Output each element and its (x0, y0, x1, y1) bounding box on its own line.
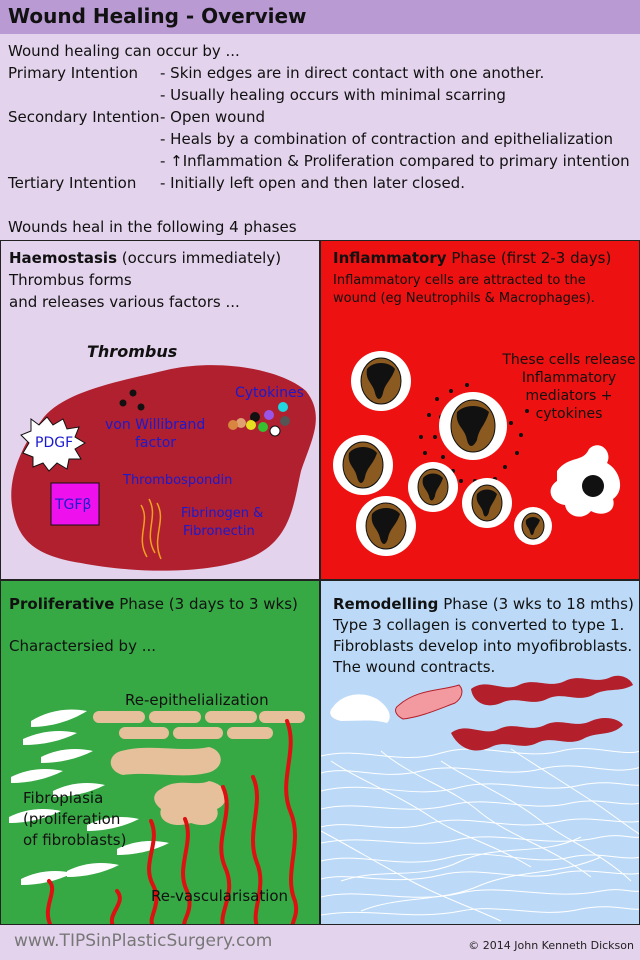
inflammatory-line-2: wound (eg Neutrophils & Macrophages). (333, 291, 595, 306)
mediators-line-1: These cells release (502, 352, 636, 368)
epithelial-cells (93, 711, 305, 825)
remodelling-line-2: Fibroblasts develop into myofibroblasts. (333, 637, 633, 655)
website-link[interactable]: www.TIPSinPlasticSurgery.com (14, 931, 273, 951)
tgf-label: TGFβ (55, 497, 92, 513)
type3-collagen-white (330, 694, 390, 723)
proliferative-panel (0, 580, 320, 925)
inflammatory-name: Inflammatory (333, 249, 447, 267)
fibrinogen-label-2: Fibronectin (183, 524, 255, 539)
thrombus-label: Thrombus (87, 342, 178, 361)
primary-intention-point-2: - Usually healing occurs with minimal scarring (160, 86, 506, 104)
type3-collagen-pink (396, 685, 462, 719)
secondary-intention-point-1: - Open wound (160, 108, 265, 126)
remodelling-line-1: Type 3 collagen is converted to type 1. (333, 616, 625, 634)
haemostasis-line-1: Thrombus forms (9, 271, 132, 289)
mediators-line-2: Inflammatory (521, 370, 617, 386)
mediators-line-3: mediators + (525, 388, 613, 404)
fibroplasia-label-1: Fibroplasia (23, 789, 104, 807)
collagen-fibres (321, 748, 640, 921)
revascularisation-label: Re-vascularisation (151, 887, 289, 905)
header-bar (0, 0, 640, 35)
proliferation-illustration (1, 581, 320, 925)
secondary-intention-point-3: - ↑Inflammation & Proliferation compared to primary intention (160, 152, 630, 170)
vwf-label-2: factor (135, 435, 177, 451)
vwf-label-1: von Willibrand (105, 417, 206, 433)
haemostasis-name: Haemostasis (9, 249, 118, 267)
footer (0, 925, 640, 960)
reepithelialization-label: Re-epithelialization (125, 691, 269, 709)
inflammatory-panel (320, 240, 640, 580)
fibroplasia-label-3: of fibroblasts) (23, 831, 127, 849)
neutrophil-cells (333, 351, 552, 556)
tertiary-intention-label: Tertiary Intention (8, 174, 137, 192)
copyright-notice: © 2014 John Kenneth Dickson (468, 939, 634, 952)
haemostasis-panel (0, 240, 320, 580)
intro-lead: Wound healing can occur by ... (8, 42, 240, 60)
haemostasis-line-2: and releases various factors ... (9, 293, 240, 311)
primary-intention-label: Primary Intention (8, 64, 139, 82)
haemostasis-timing: (occurs immediately) (117, 249, 282, 267)
remodelling-panel (320, 580, 640, 925)
secondary-intention-label: Secondary Intention (8, 108, 160, 126)
mediators-line-4: cytokines (535, 406, 603, 422)
intro-section (0, 34, 640, 240)
primary-intention-point-1: - Skin edges are in direct contact with one another. (160, 64, 545, 82)
page-title: Wound Healing - Overview (8, 4, 307, 28)
proliferative-name: Proliferative (9, 595, 115, 613)
type1-collagen-upper (471, 676, 633, 706)
fibrinogen-label-1: Fibrinogen & (181, 506, 264, 521)
inflammatory-timing: Phase (first 2-3 days) (446, 249, 612, 267)
type1-collagen-lower (451, 718, 623, 750)
tertiary-intention-point-1: - Initially left open and then later closed. (160, 174, 465, 192)
thrombus-illustration (1, 241, 320, 580)
thrombospondin-label: Thrombospondin (123, 473, 233, 488)
proliferative-timing: Phase (3 days to 3 wks) (114, 595, 298, 613)
proliferative-line-1: Charactersied by ... (9, 637, 157, 655)
fibroplasia-label-2: (proliferation (23, 810, 121, 828)
phases-intro: Wounds heal in the following 4 phases (8, 218, 297, 236)
remodelling-name: Remodelling (333, 595, 439, 613)
cytokines-label: Cytokines (235, 385, 304, 401)
inflammatory-cells-illustration (321, 241, 640, 580)
macrophage-nucleus (582, 475, 604, 497)
collagen-illustration (321, 581, 640, 925)
remodelling-timing: Phase (3 wks to 18 mths) (438, 595, 634, 613)
pdgf-label: PDGF (35, 435, 74, 451)
secondary-intention-point-2: - Heals by a combination of contraction and epithelialization (160, 130, 614, 148)
inflammatory-line-1: Inflammatory cells are attracted to the (333, 273, 586, 288)
remodelling-line-3: The wound contracts. (333, 658, 496, 676)
